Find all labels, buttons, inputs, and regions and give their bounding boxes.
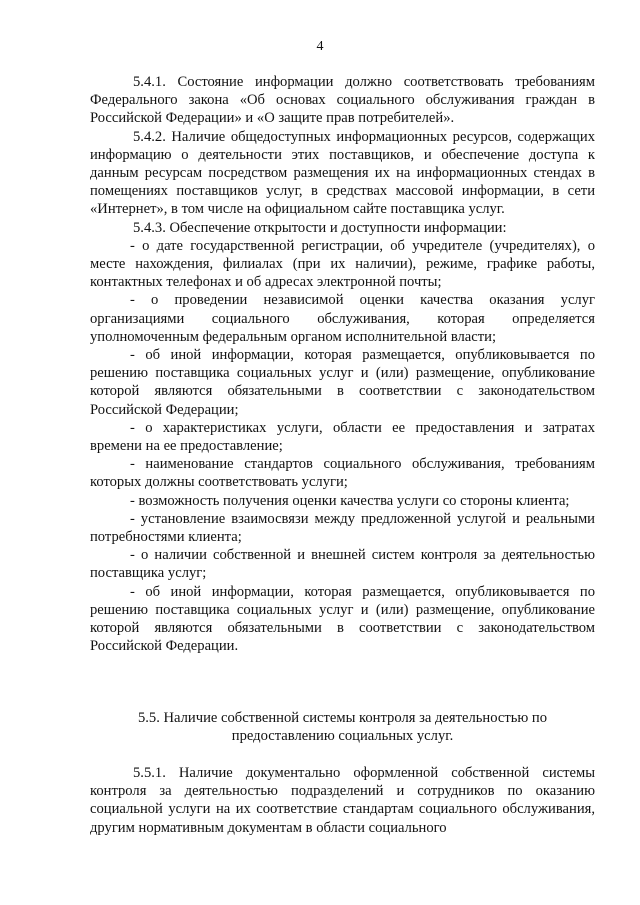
paragraph-5-4-3: 5.4.3. Обеспечение открытости и доступности информации: bbox=[133, 219, 507, 236]
list-item: - о наличии собственной и внешней систем контроля за деятельностью поставщика услуг; bbox=[90, 547, 595, 582]
list-item: - о характеристиках услуги, области ее предоставления и затратах времени на ее предоставление; bbox=[90, 419, 595, 455]
page-number: 4 bbox=[316, 39, 324, 54]
list-item: - об иной информации, которая размещается, опубликовывается по решению поставщика социальных услуг и (или) размещение, опубликование которой являются обязательными в соответствии с законодательством Российской Федерации. bbox=[90, 583, 595, 655]
list-item: - наименование стандартов социального обслуживания, требованиям которых должны соответствовать услуги; bbox=[90, 456, 595, 491]
paragraph-5-4-2: 5.4.2. Наличие общедоступных информационных ресурсов, содержащих информацию о деятельности этих поставщиков, и обеспечение доступа к данным ресурсам посредством размещения их на информационных стендах в помещениях поставщиков услуг, в средствах массовой информации, в сети «Интернет», в том числе на официальном сайте поставщика услуг. bbox=[90, 128, 595, 218]
list-item: - о дате государственной регистрации, об учредителе (учредителях), о месте нахождения, филиалах (при их наличии), режиме, графике работы, контактных телефонах и об адресах электронной почты; bbox=[90, 237, 595, 291]
section-heading bbox=[90, 709, 595, 745]
section-heading-line: предоставлению социальных услуг. bbox=[231, 728, 454, 745]
list-item: - возможность получения оценки качества услуги со стороны клиента; bbox=[130, 492, 570, 509]
list-item: - установление взаимосвязи между предложенной услугой и реальными потребностями клиента; bbox=[90, 510, 595, 546]
list-item: - об иной информации, которая размещается, опубликовывается по решению поставщика социальных услуг и (или) размещение, опубликование которой являются обязательными в соответствии с законодательством Российской Федерации; bbox=[90, 347, 595, 418]
paragraph-5-4-1: 5.4.1. Состояние информации должно соответствовать требованиям Федерального закона «Об основах социального обслуживания граждан в Российской Федерации» и «О защите прав потребителей». bbox=[90, 74, 595, 127]
section-heading-line: 5.5. Наличие собственной системы контроля за деятельностью по bbox=[137, 710, 548, 726]
document-body bbox=[90, 73, 595, 656]
paragraph-5-5-1: 5.5.1. Наличие документально оформленной собственной системы контроля за деятельностью подразделений и сотрудников по оказанию социальной услуги на их соответствие стандартам социального обслуживания, другим нормативным документам в области социального bbox=[90, 765, 595, 836]
document-body-continued bbox=[90, 764, 595, 837]
list-item: - о проведении независимой оценки качества оказания услуг организациями социального обслуживания, которая определяется уполномоченным федеральным органом исполнительной власти; bbox=[90, 292, 595, 345]
